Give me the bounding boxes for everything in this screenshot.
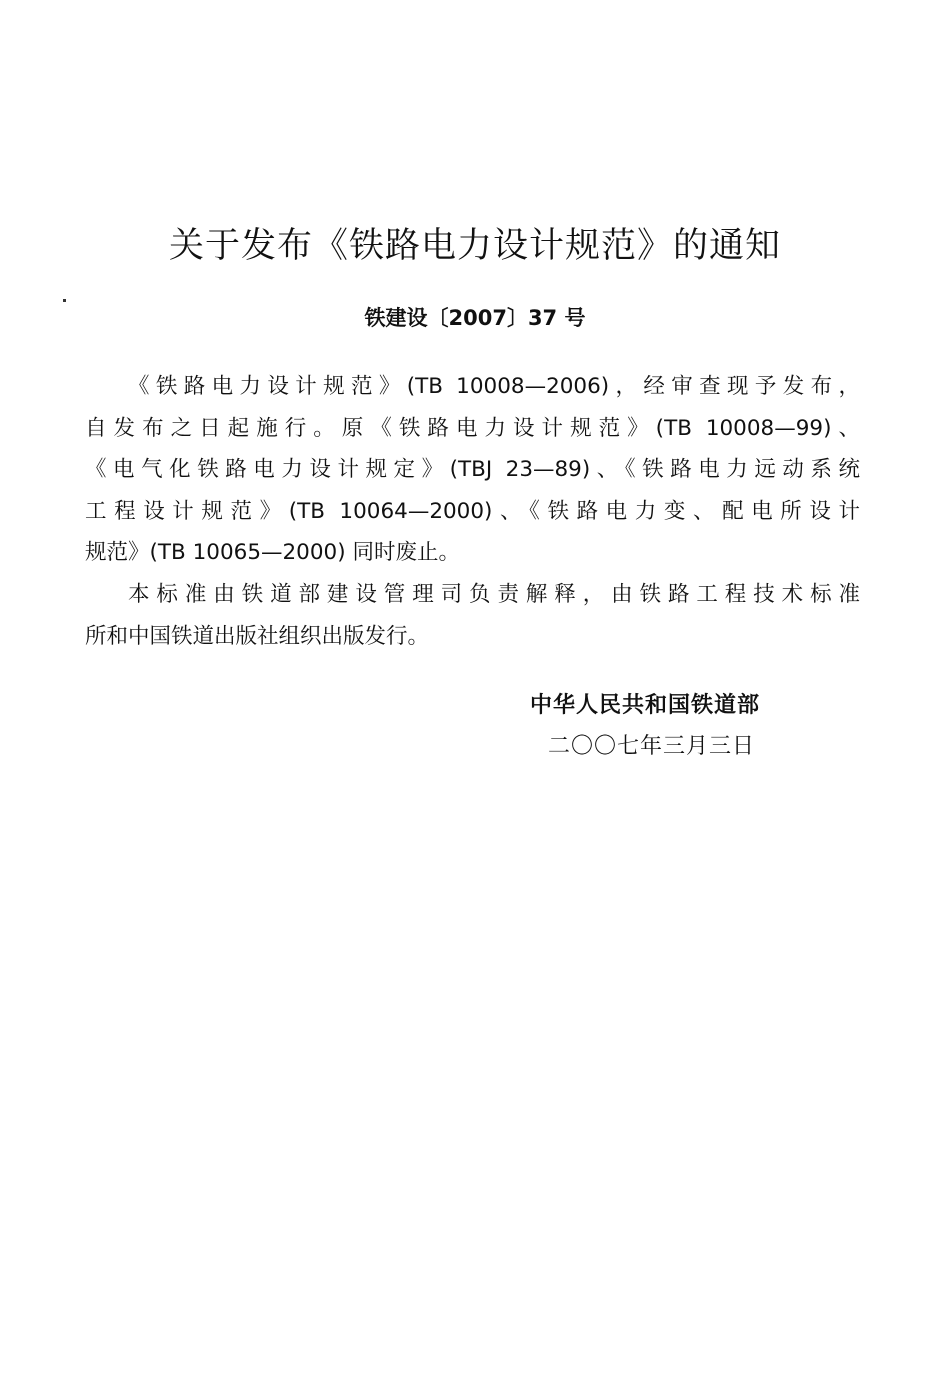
issue-date: 二〇〇七年三月三日 — [548, 734, 756, 759]
paragraph1-line: 《铁路电力设计规范》(TB 10008—2006)，经审查现予发布， — [128, 374, 860, 399]
paragraph2-line: 本标准由铁道部建设管理司负责解释，由铁路工程技术标准 — [128, 581, 860, 607]
notice-body — [85, 366, 860, 657]
issuer-name: 中华人民共和国铁道部 — [530, 693, 761, 718]
paragraph1-line: 工程设计规范》(TB 10064—2000)、《铁路电力变、配电所设计 — [85, 498, 860, 524]
paragraph1-line: 《电气化铁路电力设计规定》(TBJ 23—89)、《铁路电力远动系统 — [85, 457, 860, 483]
paragraph1-line: 自发布之日起施行。原《铁路电力设计规范》(TB 10008—99)、 — [85, 415, 860, 441]
document-number: 铁建设〔2007〕37 号 — [364, 306, 586, 330]
paragraph2-line: 所和中国铁道出版社组织出版发行。 — [85, 623, 430, 649]
paragraph1-line: 规范》(TB 10065—2000) 同时废止。 — [85, 540, 460, 566]
notice-title: 关于发布《铁路电力设计规范》的通知 — [168, 226, 781, 266]
